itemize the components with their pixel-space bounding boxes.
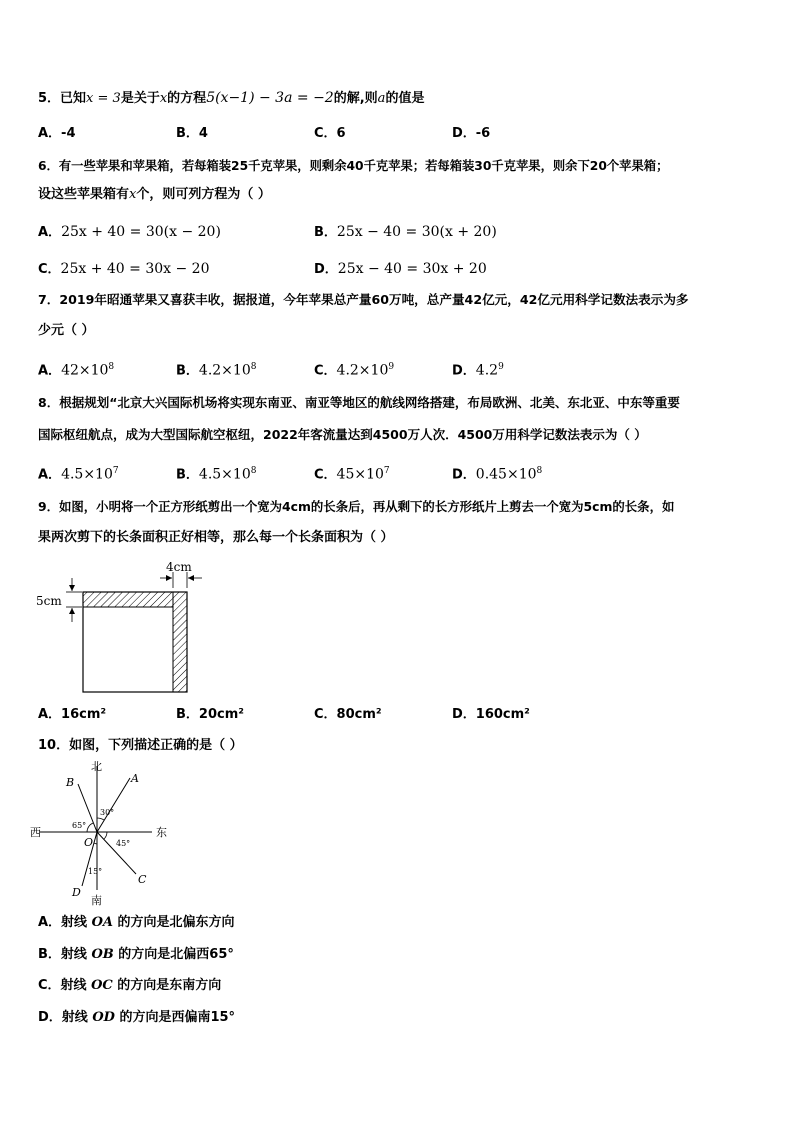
q9-stem-line1: 9．如图，小明将一个正方形纸剪出一个宽为4cm的长条后，再从剩下的长方形纸片上剪去一个宽为5cm的长条，如 xyxy=(38,499,675,514)
q7-option-d-base: 4.2 xyxy=(475,362,499,379)
q8-option-a-exp: 7 xyxy=(112,466,119,476)
q9-option-d[interactable]: D．160cm² xyxy=(452,707,530,722)
q6-option-b[interactable] xyxy=(314,223,497,242)
q8-option-c-label: C． xyxy=(314,467,337,483)
q10-label-west: 西 xyxy=(30,826,41,839)
q7-stem-line1: 7．2019年昭通苹果又喜获丰收，据报道，今年苹果总产量60万吨，总产量42亿元，42亿元用科学记数法表示为多 xyxy=(38,292,689,307)
q5-x: x xyxy=(159,91,168,106)
q8-option-b-label: B． xyxy=(176,467,199,483)
q7-option-d[interactable] xyxy=(452,358,504,380)
q10-option-c-text: 的方向是东南方向 xyxy=(117,978,222,993)
q8-option-d[interactable] xyxy=(452,462,542,484)
q6-option-c-eq: 25x + 40 = 30x − 20 xyxy=(60,261,210,277)
q5-mid1: 是关于 xyxy=(120,91,160,106)
q6-option-a-label: A． xyxy=(38,225,62,240)
q5-option-b[interactable]: B．4 xyxy=(176,126,208,141)
q5-option-c[interactable]: C．6 xyxy=(314,126,346,141)
q6-x: x xyxy=(129,187,137,202)
q10-option-c-ray: OC xyxy=(91,978,113,993)
q10-compass-figure xyxy=(30,758,180,908)
q7-option-b-label: B． xyxy=(176,363,199,379)
q9-option-b[interactable]: B．20cm² xyxy=(176,707,244,722)
q7-option-d-exp: 9 xyxy=(498,362,504,372)
q10-option-c-label: C．射线 xyxy=(38,978,87,993)
q10-option-a-label: A．射线 xyxy=(38,915,88,930)
q5-prefix: 5．已知 xyxy=(38,91,87,106)
q8-option-c[interactable] xyxy=(314,462,390,484)
q10-point-b: B xyxy=(66,776,75,789)
q10-option-c[interactable] xyxy=(38,977,221,995)
q6-option-c[interactable] xyxy=(38,260,210,279)
q7-option-a-label: A． xyxy=(38,363,62,379)
q10-point-c: C xyxy=(138,873,147,886)
q5-option-d[interactable]: D．-6 xyxy=(452,126,491,141)
q7-option-d-label: D． xyxy=(452,363,476,379)
q10-option-a-ray: OA xyxy=(91,915,114,930)
q10-ray-oa xyxy=(97,778,130,832)
q6-stem-line2 xyxy=(38,186,271,204)
q10-label-north: 北 xyxy=(91,760,102,773)
q5-option-a[interactable]: A．-4 xyxy=(38,126,76,141)
q7-option-a[interactable] xyxy=(38,358,114,380)
q9-top-strip xyxy=(83,592,173,607)
q10-option-a[interactable] xyxy=(38,914,235,932)
q10-angle-45: 45° xyxy=(116,839,131,848)
q10-option-d-text: 的方向是西偏南15° xyxy=(119,1010,236,1025)
q8-stem-line1: 8．根据规划“北京大兴国际机场将实现东南亚、南亚等地区的航线网络搭建，布局欧洲、北美、东北亚、中东等重要 xyxy=(38,395,680,410)
q8-option-b-base: 4.5×10 xyxy=(198,466,251,483)
q6-option-b-eq: 25x − 40 = 30(x + 20) xyxy=(336,224,497,240)
q6-option-a[interactable] xyxy=(38,223,221,242)
q8-option-b[interactable] xyxy=(176,462,256,484)
q6-option-d[interactable] xyxy=(314,260,487,279)
q6-option-d-eq: 25x − 40 = 30x + 20 xyxy=(337,261,487,277)
q5-equation: 5(x−1) − 3a = −2 xyxy=(206,90,334,106)
q8-stem-line2: 国际枢纽航点，成为大型国际航空枢纽，2022年客流量达到4500万人次．4500万用科学记数法表示为（ ） xyxy=(38,427,647,442)
q9-option-c[interactable]: C．80cm² xyxy=(314,707,382,722)
q8-option-d-exp: 8 xyxy=(536,466,543,476)
q9-right-strip xyxy=(173,592,187,692)
q8-option-a-label: A． xyxy=(38,467,62,483)
q9-square-figure xyxy=(36,558,216,698)
q10-angle-30: 30° xyxy=(100,808,115,817)
q7-stem-line2: 少元（ ） xyxy=(38,323,95,338)
q10-stem: 10．如图，下列描述正确的是（ ） xyxy=(38,738,243,753)
q7-option-c-base: 4.2×10 xyxy=(336,362,389,379)
q5-a: a xyxy=(377,91,386,106)
q10-option-d-ray: OD xyxy=(92,1010,115,1025)
q7-option-b[interactable] xyxy=(176,358,256,380)
q7-option-a-exp: 8 xyxy=(108,362,115,372)
q8-option-c-base: 45×10 xyxy=(336,466,384,483)
q9-label-5cm: 5cm xyxy=(36,594,62,608)
q10-angle-65: 65° xyxy=(72,821,87,830)
q7-option-c-label: C． xyxy=(314,363,337,379)
q10-point-o: O xyxy=(84,836,94,849)
q9-stem-line2: 果两次剪下的长条面积正好相等，那么每一个长条面积为（ ） xyxy=(38,530,394,545)
q8-option-d-label: D． xyxy=(452,467,476,483)
q10-option-b-ray: OB xyxy=(91,947,114,962)
q8-option-d-base: 0.45×10 xyxy=(475,466,537,483)
q7-option-b-base: 4.2×10 xyxy=(198,362,251,379)
q10-option-b-label: B．射线 xyxy=(38,947,87,962)
q10-angle-15: 15° xyxy=(88,867,103,876)
q8-option-b-exp: 8 xyxy=(250,466,257,476)
q10-option-d[interactable] xyxy=(38,1009,235,1027)
q10-point-a: A xyxy=(131,772,139,785)
q5-suffix: 的值是 xyxy=(385,91,425,106)
q6-line2-suffix: 个，则可列方程为（ ） xyxy=(136,187,271,202)
q5-mid2: 的方程 xyxy=(167,91,207,106)
q5-stem xyxy=(38,89,424,108)
q8-option-c-exp: 7 xyxy=(383,466,390,476)
q8-option-a[interactable] xyxy=(38,462,119,484)
q5-mid3: 的解,则 xyxy=(333,91,378,106)
q6-option-a-eq: 25x + 40 = 30(x − 20) xyxy=(61,224,221,240)
q6-stem-line1: 6．有一些苹果和苹果箱，若每箱装25千克苹果，则剩余40千克苹果；若每箱装30千克苹果，则余下20个苹果箱； xyxy=(38,159,669,173)
q8-option-a-base: 4.5×10 xyxy=(61,466,113,483)
q9-label-4cm: 4cm xyxy=(166,560,192,574)
q10-option-b[interactable] xyxy=(38,946,234,964)
q6-option-d-label: D． xyxy=(314,262,338,277)
q9-option-a[interactable]: A．16cm² xyxy=(38,707,107,722)
q10-label-south: 南 xyxy=(91,894,102,907)
q7-option-b-exp: 8 xyxy=(250,362,257,372)
q6-option-c-label: C． xyxy=(38,262,61,277)
q7-option-c-exp: 9 xyxy=(388,362,395,372)
q10-option-a-text: 的方向是北偏东方向 xyxy=(117,915,235,930)
q7-option-c[interactable] xyxy=(314,358,394,380)
q7-option-a-base: 42×10 xyxy=(61,362,109,379)
q10-point-d: D xyxy=(72,886,81,899)
q5-x-eq: x = 3 xyxy=(86,91,121,106)
q6-line2-prefix: 设这些苹果箱有 xyxy=(38,187,130,202)
q10-option-d-label: D．射线 xyxy=(38,1010,88,1025)
q10-option-b-text: 的方向是北偏西65° xyxy=(118,947,234,962)
q10-label-east: 东 xyxy=(156,826,167,839)
q6-option-b-label: B． xyxy=(314,225,337,240)
